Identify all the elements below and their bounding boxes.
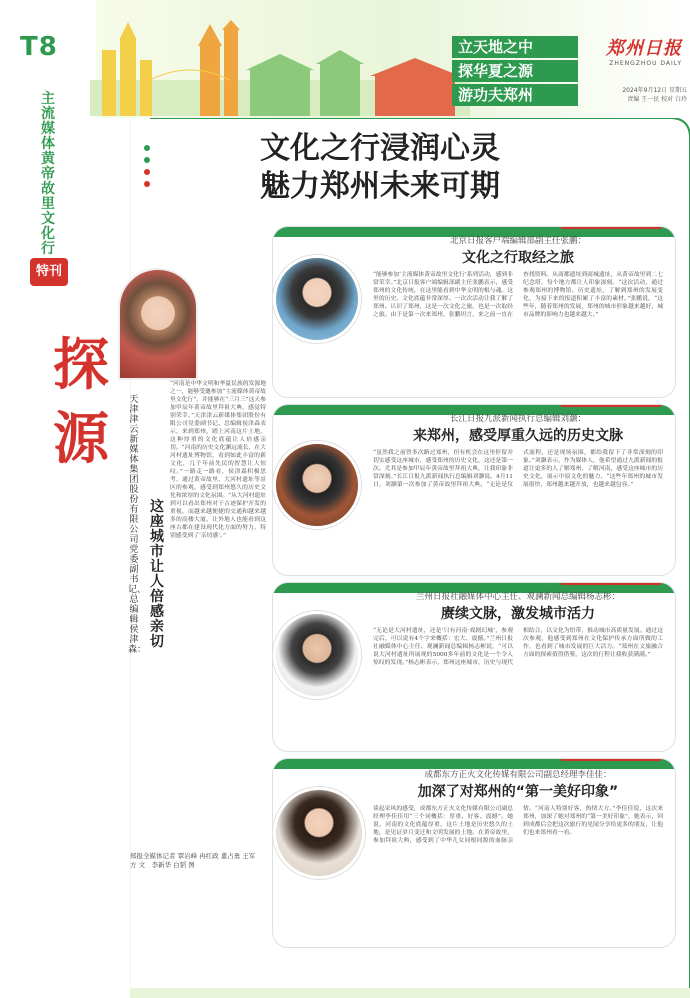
masthead-logo: 郑州日报 (606, 38, 682, 59)
city-skyline-illustration (90, 20, 470, 116)
interviewee-photo (273, 611, 361, 699)
issue-date (591, 86, 687, 104)
interview-card (272, 758, 676, 948)
masthead-pinyin: ZHENGZHOU DAILY (609, 60, 682, 67)
card-body: “能够参加‘主流媒体黄帝故里文化行’系列活动，感到非常荣幸。”北京日报客户端编辑部副主任张鹏表示，感受郑州的文化传统，在这里能看到中华文明的根与魂。这里的历史、文化底蕴非常深厚。一次次活动让我了解了郑州、认识了郑州，这是一次文化之旅，也是一次取经之旅。由于是第一次来郑州，张鹏坦言，来之前一直在查找资料。从商都遗址到商城遗址，从黄帝故里到二七纪念塔，每个地方都让人印象深刻。“这次活动，通过参观郑州的博物馆、历史遗址，了解到郑州的发展变化，为接下来的报道积累了丰富的素材。”张鹏说，“这些年，随着郑州的发展，郑州的城市形象越来越好，城市品牌的影响力也越来越大。” (373, 272, 663, 318)
feature-author: 天津津云新媒体集团股份有限公司党委副书记、总编辑侯津森： (128, 395, 147, 655)
interview-card (272, 582, 676, 752)
column-title: 主流媒体黄帝故里文化行 (41, 91, 55, 257)
interviewee-photo (273, 441, 361, 529)
interview-card (272, 404, 676, 576)
card-body: “虽然我之前曾多次路过郑州，但有机会在这里停留并切实感受这座城市，感受郑州的历史文化，这还是第一次。尤其是参加甲辰年黄帝故里拜祖大典，让我印象非常深刻。”长江日报九派新闻执行总编辑刘灏说。4月11日，刘灏第一次参加了黄帝故里拜祖大典。“无论是仪式流程，还是现场氛围，都给我留下了非常深刻的印象。”刘灏表示，作为媒体人，他希望通过九派新闻的报道让更多的人了解郑州、了解河南，感受这座城市的历史文化，展示中原文化的魅力。“这些年郑州的城市发展很快，郑州越来越开放，也越来越包容。” (373, 450, 663, 488)
card-headline: 来郑州，感受厚重久远的历史文脉 (413, 428, 623, 444)
main-headline-line: 文化之行浸润心灵 (260, 131, 500, 166)
interviewee-photo (273, 787, 365, 879)
card-body: “无论是大河村遗址，还是‘只有河南·戏剧幻城’，参观完后，可以说有4个字来概括：宏大、震撼。”兰州日报社融媒体中心主任、观澜新闻总编辑杨志彬说，“可以说大河村遗址所展现的5000多年前的文化是一个令人惊叹的发现。”杨志彬表示，郑州这座城市，历史与现代相结合，以文化为纽带，推动城市高质量发展。通过这次参观，他感受到郑州在文化保护传承方面所做的工作，也看到了城市发展的巨大活力。“郑州在文旅融合方面的探索值得借鉴，这次的行程让我收获满满。” (373, 628, 663, 666)
slogan-line: 探华夏之源 (452, 60, 578, 82)
card-accent (561, 583, 661, 585)
card-headline: 加深了对郑州的“第一美好印象” (417, 784, 619, 800)
card-kicker: 兰州日报社融媒体中心主任、观澜新闻总编辑杨志彬： (415, 592, 620, 602)
card-headline: 文化之行取经之旅 (462, 250, 574, 266)
issue-date-line: 2024年9月12日 星期五 (622, 87, 687, 94)
feature-body: “河南是中华文明和华夏民族的发源地之一，能够受邀参加“主流媒体黄帝故里文化行”，并能够在“三月三”这天参加甲辰年黄帝故里拜祖大典，感觉特别荣幸。”天津津云新媒体集团股份有限公司党委副书记、总编辑侯津森表示，来到郑州，踏上河南这片土地，这种厚重的文化底蕴让人倍感亲切。“河南的历史文化渊远流长，在大河村遗址博物馆，看到如此丰富的新文化，几千年前先民的智慧让人惊叹。”一路走一路看，侯津森积极思考，通过黄帝故里、大河村遗址等景区的参观，感受到郑州悠久的历史文化和浓厚的文化氛围。“从大河村遗址到可以看出郑州对于古迹保护开发的重视，而越来越便捷的交通和越来越多的高楼大厦，让外地人也能看到这座古都在建设现代化方面的努力，特别感受到了‘亲切感’。” (170, 381, 266, 539)
main-headline (165, 130, 595, 206)
issue-editor-line: 责编 王一民 校对 白玲 (627, 96, 687, 103)
dots-decoration (140, 142, 154, 202)
card-accent (561, 405, 661, 407)
card-body: 谈起采风的感受，成都东方正火文化传媒有限公司副总经理李佳佳用“三个词概括：厚重、好客、震撼”。她说，河南的文化底蕴厚重，这片土地是历史悠久的土地，是见证岁月变迁和文明发展的土地。在黄帝故里，参加拜祖大典，感受到了中华儿女同根同源的血脉亲情。“河南人特别好客，热情大方。”李佳佳说，这次来郑州，加深了她对郑州的“第一美好印象”，她表示，回到成都后会把这次旅行的见闻分享给更多的朋友，让他们也来郑州看一看。 (373, 806, 663, 844)
card-kicker: 长江日报九派新闻执行总编辑刘灏： (449, 414, 586, 424)
interview-card (272, 226, 676, 398)
page-number: T8 (20, 32, 58, 62)
feature-byline: 郑报全媒体记者 覃岩峰 冉红政 董占勇 王军方 文 李新华 白韬 图 (130, 852, 256, 869)
feature-portrait-photo (118, 268, 198, 380)
slogan-box (452, 36, 578, 108)
footer-decoration (130, 980, 690, 998)
card-accent (561, 759, 661, 761)
card-kicker: 北京日报客户端编辑部副主任张鹏： (449, 236, 586, 246)
slogan-line: 立天地之中 (452, 36, 578, 58)
card-headline: 赓续文脉，激发城市活力 (441, 606, 595, 622)
slogan-line: 游功夫郑州 (452, 84, 578, 106)
interviewee-photo (273, 255, 361, 343)
card-kicker: 成都东方正火文化传媒有限公司副总经理李佳佳： (424, 770, 612, 780)
feature-headline: 这座城市让人倍感亲切 (150, 499, 164, 650)
main-headline-line: 魅力郑州未来可期 (260, 169, 500, 204)
special-issue-tag: 特刊 (30, 258, 68, 286)
card-accent (561, 227, 661, 229)
section-title-large: 探源 (53, 332, 109, 472)
masthead (590, 34, 682, 67)
